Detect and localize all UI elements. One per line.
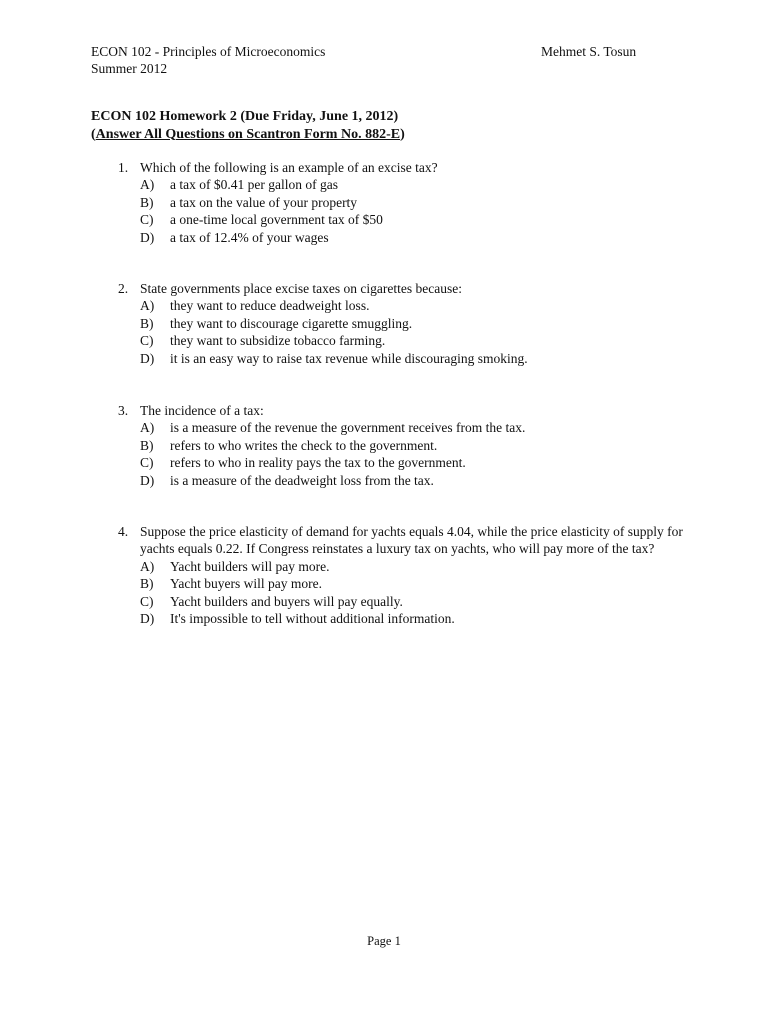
term: Summer 2012 (91, 61, 168, 76)
homework-title (91, 108, 405, 143)
option-letter: B) (140, 576, 154, 592)
option-letter: C) (140, 455, 154, 471)
scantron-instruction: Answer All Questions on Scantron Form No. 882-E (95, 126, 401, 142)
course-header (91, 43, 325, 77)
option-text: it is an easy way to raise tax revenue while discouraging smoking. (170, 350, 528, 366)
question-text: Suppose the price elasticity of demand for yachts equals 4.04, while the price elasticity of supply for yachts equals 0.22. If Congress reinstates a luxury tax on yachts, who will pay more of the tax? (140, 524, 683, 557)
question-stem (118, 402, 700, 419)
question-number: 4. (118, 524, 129, 539)
option-text: It's impossible to tell without additional information. (170, 611, 455, 627)
option-letter: B) (140, 194, 154, 210)
option-letter: B) (140, 437, 154, 453)
instructor-header (541, 43, 636, 60)
course-name: ECON 102 - Principles of Microeconomics (91, 44, 326, 59)
option-b (118, 575, 700, 592)
option-letter: D) (140, 229, 155, 245)
option-text: a tax of $0.41 per gallon of gas (170, 177, 338, 193)
instructor-name: Mehmet S. Tosun (541, 44, 637, 59)
option-c (118, 593, 700, 610)
option-text: a one-time local government tax of $50 (170, 212, 383, 228)
option-a (118, 558, 700, 575)
option-letter: D) (140, 611, 155, 627)
question-stem (118, 523, 700, 558)
option-d (118, 229, 700, 246)
option-text: Yacht buyers will pay more. (170, 576, 322, 592)
page-footer (0, 933, 768, 949)
title-paren-open: ( (91, 126, 96, 142)
option-text: refers to who writes the check to the government. (170, 437, 438, 453)
title-paren-close: ) (400, 126, 405, 142)
option-letter: C) (140, 212, 154, 228)
question-1 (118, 159, 700, 246)
option-letter: B) (140, 315, 154, 331)
option-a (118, 176, 700, 193)
question-number: 1. (118, 160, 129, 175)
title-line-1: ECON 102 Homework 2 (Due Friday, June 1, 2012) (91, 109, 399, 124)
option-letter: C) (140, 593, 154, 609)
question-2 (118, 280, 700, 367)
question-text: State governments place excise taxes on cigarettes because: (140, 281, 462, 296)
option-letter: D) (140, 350, 155, 366)
option-text: is a measure of the revenue the government receives from the tax. (170, 420, 526, 436)
option-text: a tax of 12.4% of your wages (170, 229, 329, 245)
option-text: Yacht builders and buyers will pay equally. (170, 593, 403, 609)
option-c (118, 454, 700, 471)
option-letter: D) (140, 472, 155, 488)
option-c (118, 332, 700, 349)
page-number: Page 1 (367, 934, 401, 948)
question-4 (118, 523, 700, 627)
option-letter: A) (140, 298, 155, 314)
option-b (118, 194, 700, 211)
option-text: they want to reduce deadweight loss. (170, 298, 370, 314)
option-a (118, 297, 700, 314)
option-a (118, 419, 700, 436)
question-stem (118, 159, 700, 176)
option-b (118, 315, 700, 332)
question-number: 2. (118, 281, 129, 296)
option-text: a tax on the value of your property (170, 194, 358, 210)
option-b (118, 437, 700, 454)
question-text: Which of the following is an example of an excise tax? (140, 160, 438, 175)
option-letter: A) (140, 420, 155, 436)
option-d (118, 472, 700, 489)
option-text: refers to who in reality pays the tax to the government. (170, 455, 466, 471)
option-d (118, 350, 700, 367)
question-3 (118, 402, 700, 489)
option-letter: C) (140, 333, 154, 349)
question-stem (118, 280, 700, 297)
option-text: they want to subsidize tobacco farming. (170, 333, 386, 349)
question-number: 3. (118, 403, 129, 418)
option-text: they want to discourage cigarette smuggling. (170, 315, 413, 331)
option-text: is a measure of the deadweight loss from the tax. (170, 472, 434, 488)
option-d (118, 610, 700, 627)
option-letter: A) (140, 177, 155, 193)
option-letter: A) (140, 558, 155, 574)
option-text: Yacht builders will pay more. (170, 558, 330, 574)
question-text: The incidence of a tax: (140, 403, 264, 418)
option-c (118, 211, 700, 228)
title-line-2 (91, 126, 405, 144)
